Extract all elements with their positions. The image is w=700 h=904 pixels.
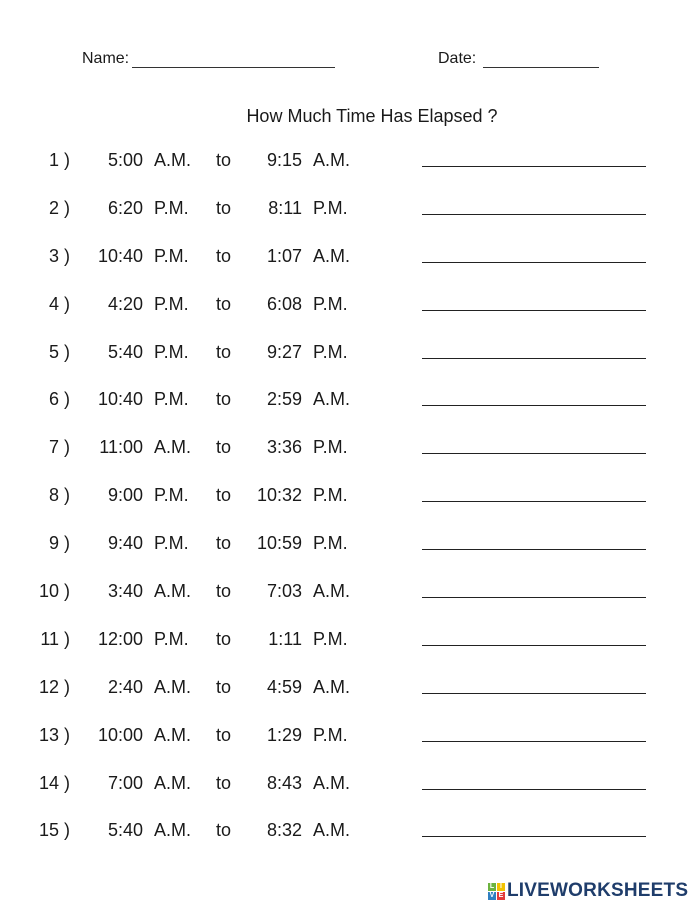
end-period: P.M. (313, 197, 348, 218)
logo-tile: E (498, 891, 504, 899)
answer-field[interactable] (422, 166, 646, 167)
connector-text: to (216, 772, 232, 793)
end-time: 4:59 (266, 676, 302, 697)
name-label: Name: (82, 50, 130, 67)
problem-number: 7 ) (48, 437, 70, 458)
start-time: 5:40 (107, 341, 143, 362)
start-time: 5:40 (107, 820, 143, 841)
connector-text: to (216, 389, 232, 410)
start-period: P.M. (154, 485, 189, 506)
problem-number: 2 ) (48, 197, 70, 218)
end-time: 7:03 (266, 581, 302, 602)
end-period: A.M. (313, 245, 351, 266)
answer-field[interactable] (422, 262, 646, 263)
start-time: 10:40 (97, 389, 143, 410)
start-time: 7:00 (107, 772, 143, 793)
start-period: P.M. (154, 533, 189, 554)
connector-text: to (216, 676, 232, 697)
end-time: 6:08 (266, 293, 302, 314)
problem-number: 1 ) (48, 150, 70, 170)
start-period: P.M. (154, 341, 189, 362)
start-time: 10:40 (97, 245, 143, 266)
problem-number: 14 ) (38, 772, 70, 793)
problem-row (0, 481, 700, 529)
end-time: 1:07 (266, 245, 302, 266)
answer-field[interactable] (422, 310, 646, 311)
start-time: 9:00 (107, 485, 143, 506)
end-period: P.M. (313, 533, 348, 554)
end-time: 3:36 (266, 437, 302, 458)
problem-number: 4 ) (48, 293, 70, 314)
end-time: 10:59 (256, 533, 302, 554)
answer-field[interactable] (422, 501, 646, 502)
start-period: A.M. (154, 676, 192, 697)
start-time: 11:00 (99, 437, 143, 458)
end-time: 1:11 (268, 628, 302, 649)
problem-list (0, 146, 700, 864)
end-period: A.M. (313, 772, 351, 793)
end-time: 10:32 (256, 485, 302, 506)
end-period: A.M. (313, 820, 351, 841)
end-period: P.M. (313, 293, 348, 314)
start-time: 5:00 (107, 150, 143, 170)
logo-icon (488, 883, 505, 900)
problem-row (0, 242, 700, 290)
connector-text: to (216, 293, 232, 314)
logo-tile: V (489, 891, 495, 899)
end-period: A.M. (313, 581, 351, 602)
problem-number: 9 ) (48, 533, 70, 554)
problem-number: 10 ) (38, 581, 70, 602)
logo-tile: L (489, 882, 495, 890)
problem-number: 3 ) (48, 245, 70, 266)
start-period: P.M. (154, 197, 189, 218)
start-time: 4:20 (107, 293, 143, 314)
problem-number: 8 ) (48, 485, 70, 506)
start-period: P.M. (154, 245, 189, 266)
end-period: P.M. (313, 628, 348, 649)
end-time: 8:32 (266, 820, 302, 841)
start-time: 10:00 (97, 724, 143, 745)
start-period: P.M. (154, 293, 189, 314)
start-time: 3:40 (107, 581, 143, 602)
problem-row (0, 673, 700, 721)
answer-field[interactable] (422, 214, 646, 215)
answer-field[interactable] (422, 358, 646, 359)
start-period: A.M. (154, 820, 192, 841)
problem-row (0, 769, 700, 817)
end-period: A.M. (313, 676, 351, 697)
problem-number: 11 ) (40, 628, 70, 649)
problem-row (0, 529, 700, 577)
answer-field[interactable] (422, 789, 646, 790)
problem-row (0, 385, 700, 433)
problem-number: 13 ) (38, 724, 70, 745)
date-label: Date: (438, 50, 477, 67)
problem-number: 15 ) (38, 820, 70, 841)
start-time: 9:40 (107, 533, 143, 554)
start-period: A.M. (154, 724, 192, 745)
problem-row (0, 290, 700, 338)
end-time: 8:11 (268, 197, 302, 218)
problem-row (0, 577, 700, 625)
end-time: 2:59 (266, 389, 302, 410)
connector-text: to (216, 197, 232, 218)
start-time: 6:20 (107, 197, 143, 218)
start-period: P.M. (154, 628, 189, 649)
connector-text: to (216, 437, 232, 458)
connector-text: to (216, 150, 232, 170)
start-period: A.M. (154, 772, 192, 793)
end-period: P.M. (313, 724, 348, 745)
answer-field[interactable] (422, 645, 646, 646)
start-period: P.M. (154, 389, 189, 410)
connector-text: to (216, 581, 232, 602)
problem-row (0, 721, 700, 769)
date-field[interactable] (483, 67, 599, 68)
connector-text: to (216, 485, 232, 506)
logo-text: LIVEWORKSHEETS (507, 880, 689, 901)
end-time: 8:43 (266, 772, 302, 793)
end-time: 9:15 (266, 150, 302, 170)
answer-field[interactable] (422, 693, 646, 694)
connector-text: to (216, 245, 232, 266)
end-time: 9:27 (266, 341, 302, 362)
end-period: A.M. (313, 389, 351, 410)
end-period: A.M. (313, 150, 351, 170)
liveworksheets-logo (488, 880, 688, 902)
connector-text: to (216, 724, 232, 745)
end-time: 1:29 (266, 724, 302, 745)
answer-field[interactable] (422, 453, 646, 454)
answer-field[interactable] (422, 405, 646, 406)
connector-text: to (216, 820, 232, 841)
problem-row (0, 625, 700, 673)
problem-row (0, 146, 700, 194)
start-period: A.M. (154, 150, 192, 170)
start-period: A.M. (154, 437, 192, 458)
problem-row (0, 816, 700, 864)
worksheet-title: How Much Time Has Elapsed ? (246, 106, 498, 126)
start-time: 12:00 (97, 628, 143, 649)
problem-row (0, 338, 700, 386)
problem-row (0, 194, 700, 242)
problem-number: 6 ) (48, 389, 70, 410)
answer-field[interactable] (422, 836, 646, 837)
start-time: 2:40 (107, 676, 143, 697)
logo-tile: I (497, 883, 505, 891)
answer-field[interactable] (422, 549, 646, 550)
connector-text: to (216, 533, 232, 554)
header-row (0, 50, 700, 72)
end-period: P.M. (313, 341, 348, 362)
name-field[interactable] (132, 67, 335, 68)
problem-number: 5 ) (48, 341, 70, 362)
connector-text: to (216, 628, 232, 649)
problem-number: 12 ) (38, 676, 70, 697)
problem-row (0, 433, 700, 481)
end-period: P.M. (313, 485, 348, 506)
answer-field[interactable] (422, 741, 646, 742)
connector-text: to (216, 341, 232, 362)
answer-field[interactable] (422, 597, 646, 598)
start-period: A.M. (154, 581, 192, 602)
end-period: P.M. (313, 437, 348, 458)
